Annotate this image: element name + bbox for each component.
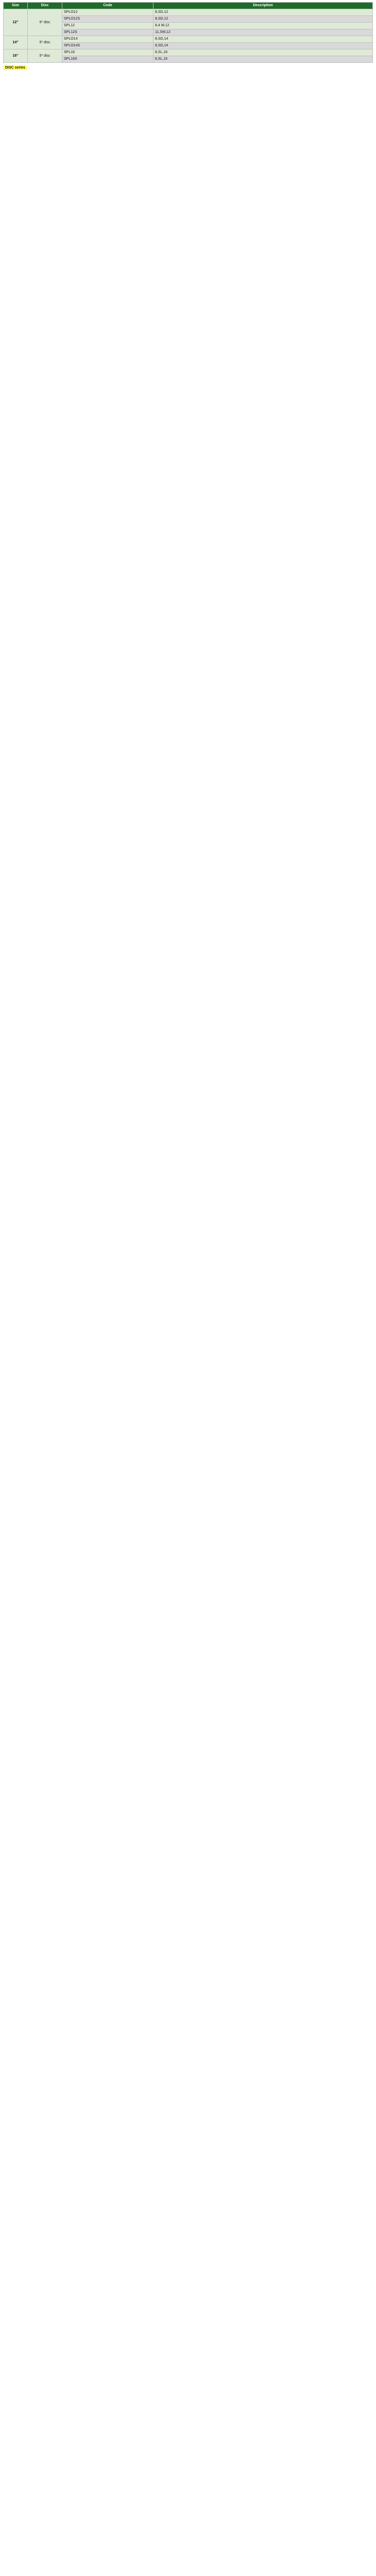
- group-size: 14": [4, 36, 28, 49]
- row-code: SPL16: [62, 49, 153, 56]
- row-description: 8,SD,12: [153, 9, 373, 16]
- row-description: 8,SL,16: [153, 49, 373, 56]
- product-table: [3, 2, 373, 63]
- row-code: SPLO12S: [62, 16, 153, 23]
- table-row: [4, 36, 373, 43]
- group-disc: 5* disc: [28, 49, 62, 63]
- row-description: 11,SW,12: [153, 29, 373, 36]
- header-description: Description: [153, 3, 373, 9]
- table-header-row: [4, 3, 373, 9]
- header-size: Size: [4, 3, 28, 9]
- header-disc: Disc: [28, 3, 62, 9]
- row-code: SPL12S: [62, 29, 153, 36]
- group-size: 12": [4, 9, 28, 36]
- page: [0, 0, 376, 72]
- table-row: [4, 49, 373, 56]
- row-description: 8,SD,14: [153, 43, 373, 49]
- series-label: DISC series: [3, 65, 27, 70]
- row-code: SPLO14S: [62, 43, 153, 49]
- group-size: 16": [4, 49, 28, 63]
- group-disc: 5* disc: [28, 9, 62, 36]
- row-description: 8,SD,12: [153, 16, 373, 23]
- group-disc: 5* disc: [28, 36, 62, 49]
- row-description: 8,4 W,12: [153, 23, 373, 29]
- row-code: SPL16S: [62, 56, 153, 63]
- row-code: SPL12: [62, 23, 153, 29]
- header-code: Code: [62, 3, 153, 9]
- row-code: SPLO12: [62, 9, 153, 16]
- row-description: 8,SD,14: [153, 36, 373, 43]
- row-code: SPLO14: [62, 36, 153, 43]
- row-description: 8,SL,16: [153, 56, 373, 63]
- table-row: [4, 9, 373, 16]
